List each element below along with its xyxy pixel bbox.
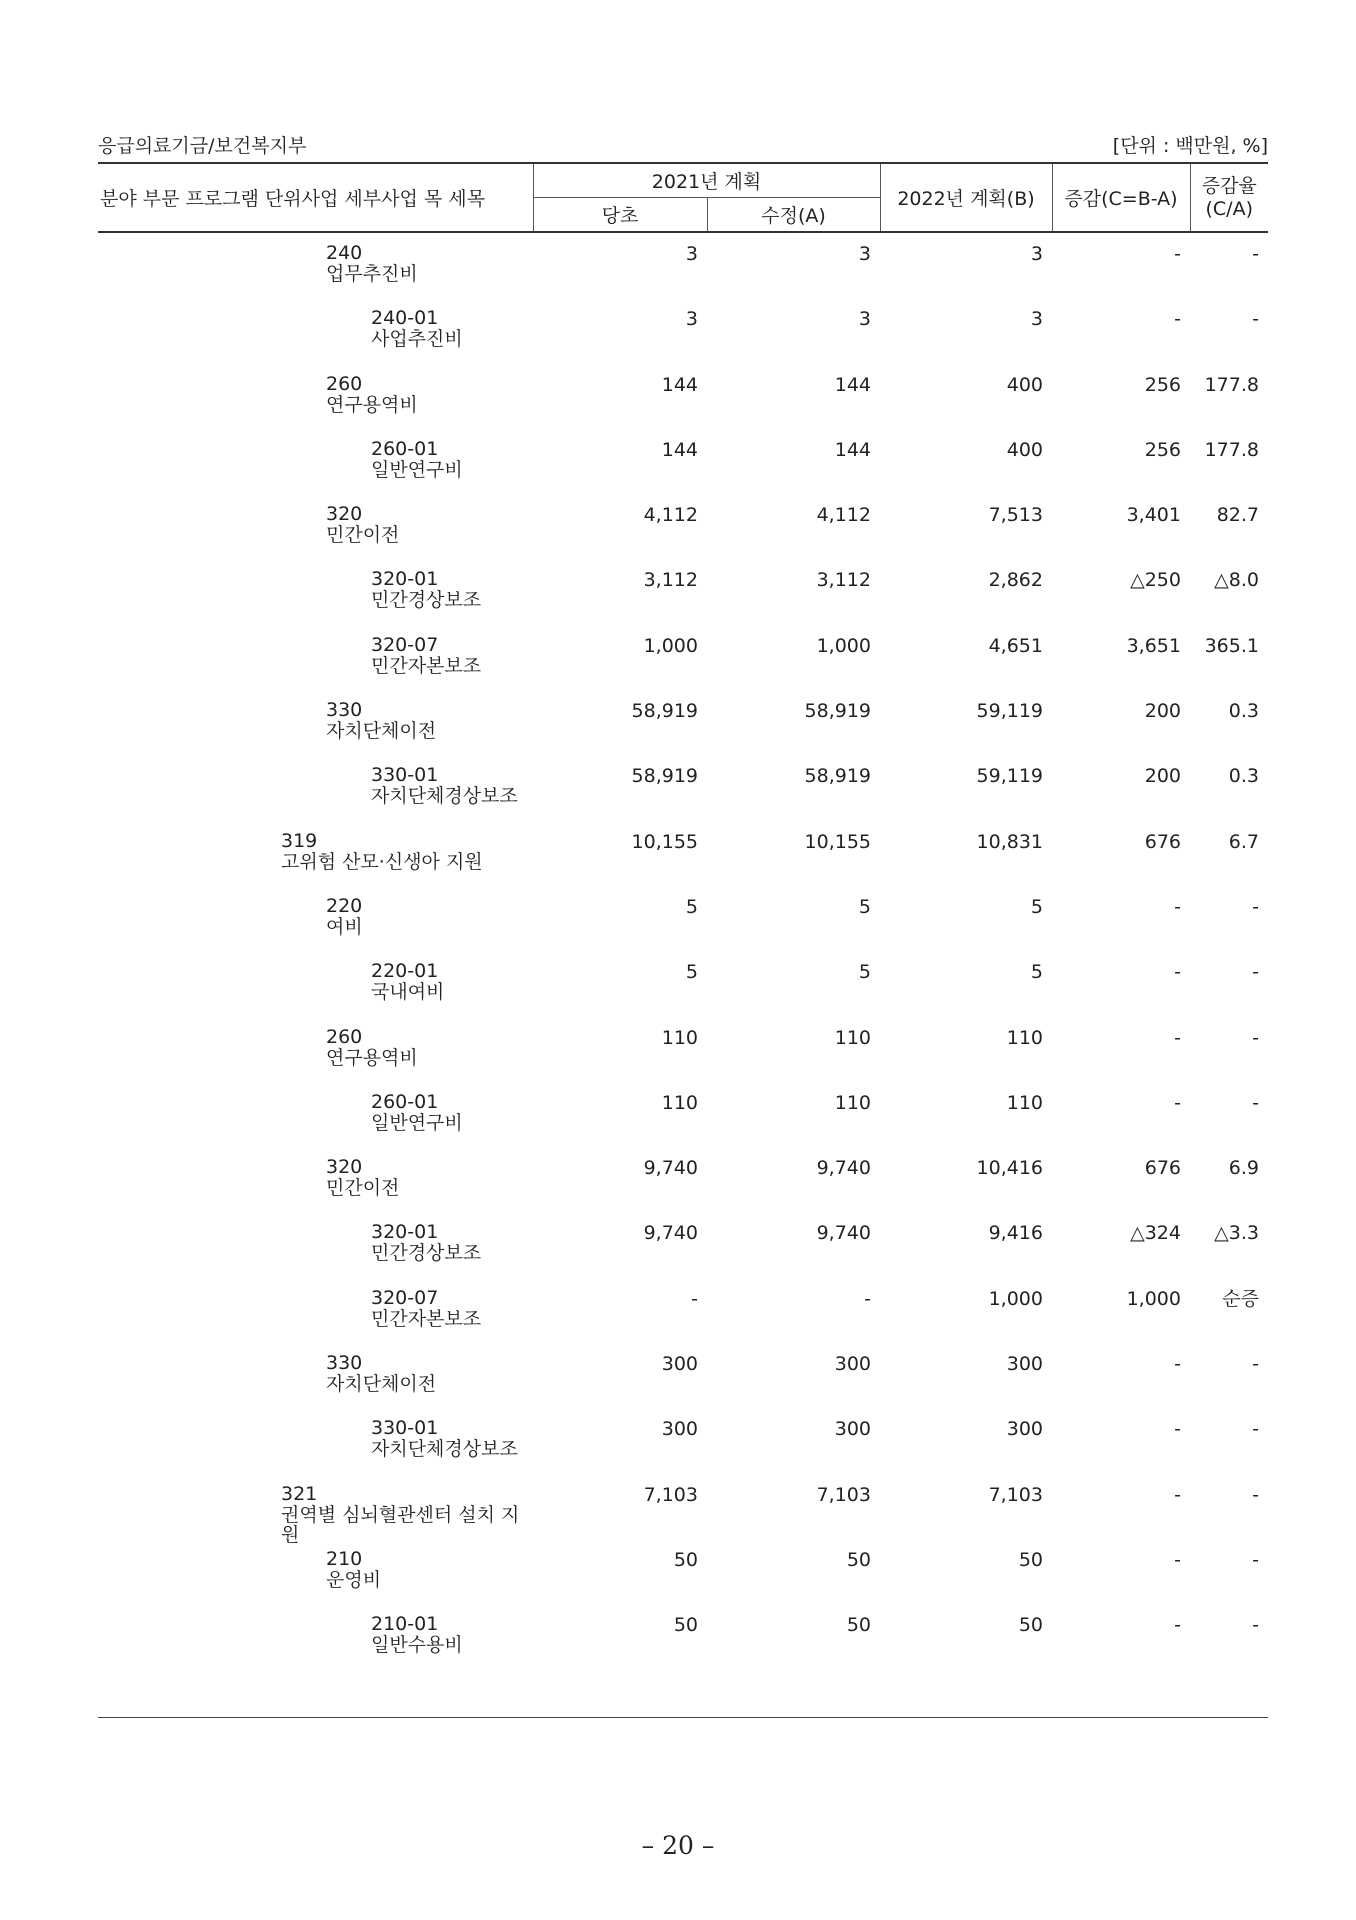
item-code: 319 bbox=[281, 829, 318, 852]
revised-value: 3 bbox=[858, 308, 871, 331]
item-name-cell bbox=[98, 1484, 533, 1549]
table-row bbox=[98, 1288, 1268, 1353]
change-value: 200 bbox=[1144, 765, 1181, 788]
rate-value: △8.0 bbox=[1214, 569, 1259, 592]
initial-value: 4,112 bbox=[643, 504, 698, 527]
item-label: 민간경상보조 bbox=[371, 589, 482, 612]
page-number: – 20 – bbox=[641, 1831, 715, 1860]
initial-value: 50 bbox=[673, 1548, 698, 1571]
revised-value: 110 bbox=[834, 1091, 871, 1114]
table-row bbox=[98, 308, 1268, 373]
table-row bbox=[98, 635, 1268, 700]
item-name-cell bbox=[98, 1027, 533, 1092]
item-code: 330-01 bbox=[371, 764, 439, 787]
change-value: 3,651 bbox=[1126, 634, 1181, 657]
revised-value: 5 bbox=[858, 895, 871, 918]
change-value: - bbox=[1174, 1091, 1181, 1114]
item-name-cell bbox=[98, 439, 533, 504]
change-value: - bbox=[1174, 961, 1181, 984]
item-name-cell bbox=[98, 961, 533, 1026]
item-label: 민간자본보조 bbox=[371, 1307, 482, 1330]
revised-value: 9,740 bbox=[816, 1222, 871, 1245]
initial-value: 3 bbox=[685, 308, 698, 331]
item-code: 321 bbox=[281, 1482, 318, 1505]
change-value: - bbox=[1174, 1353, 1181, 1376]
plan-2022-value: 7,513 bbox=[988, 504, 1043, 527]
revised-value: 300 bbox=[834, 1418, 871, 1441]
rate-value: - bbox=[1252, 1026, 1259, 1049]
item-name-cell bbox=[98, 765, 533, 830]
initial-value: 5 bbox=[685, 895, 698, 918]
rate-value: - bbox=[1252, 961, 1259, 984]
page-header bbox=[98, 131, 1268, 159]
rate-value: - bbox=[1252, 1353, 1259, 1376]
rate-value: - bbox=[1252, 1091, 1259, 1114]
item-code: 320-01 bbox=[371, 1221, 439, 1244]
table-row bbox=[98, 1353, 1268, 1418]
item-label: 운영비 bbox=[326, 1568, 382, 1591]
rate-value: 177.8 bbox=[1204, 373, 1259, 396]
item-code: 330 bbox=[326, 699, 363, 722]
item-label: 일반수용비 bbox=[371, 1634, 463, 1657]
item-name-cell bbox=[98, 374, 533, 439]
initial-value: 58,919 bbox=[631, 765, 698, 788]
item-name-cell bbox=[98, 1418, 533, 1483]
plan-2022-value: 110 bbox=[1006, 1026, 1043, 1049]
table-row bbox=[98, 961, 1268, 1026]
rate-value: - bbox=[1252, 1548, 1259, 1571]
item-label: 일반연구비 bbox=[371, 458, 463, 481]
item-name-cell bbox=[98, 831, 533, 896]
revised-value: 58,919 bbox=[804, 765, 871, 788]
item-label: 연구용역비 bbox=[326, 393, 418, 416]
change-value: - bbox=[1174, 308, 1181, 331]
item-label: 자치단체이전 bbox=[326, 720, 437, 743]
change-value: △250 bbox=[1130, 569, 1181, 592]
plan-2022-value: 10,416 bbox=[976, 1157, 1043, 1180]
revised-value: 9,740 bbox=[816, 1157, 871, 1180]
rate-value: △3.3 bbox=[1214, 1222, 1259, 1245]
item-label: 민간이전 bbox=[326, 1177, 400, 1200]
change-value: - bbox=[1174, 1483, 1181, 1506]
rate-value: - bbox=[1252, 1418, 1259, 1441]
plan-2022-value: 9,416 bbox=[988, 1222, 1043, 1245]
initial-value: 300 bbox=[661, 1353, 698, 1376]
initial-value: - bbox=[691, 1287, 698, 1310]
item-name-cell bbox=[98, 1157, 533, 1222]
table-row bbox=[98, 1027, 1268, 1092]
rate-value: 6.9 bbox=[1228, 1157, 1259, 1180]
item-code: 320-07 bbox=[371, 1286, 439, 1309]
item-label: 민간경상보조 bbox=[371, 1242, 482, 1265]
revised-value: 110 bbox=[834, 1026, 871, 1049]
plan-2022-value: 400 bbox=[1006, 438, 1043, 461]
item-name-cell bbox=[98, 635, 533, 700]
plan-2022-value: 300 bbox=[1006, 1353, 1043, 1376]
item-code: 240 bbox=[326, 242, 363, 264]
item-code: 320-07 bbox=[371, 633, 439, 656]
item-code: 260 bbox=[326, 372, 363, 395]
initial-value: 9,740 bbox=[643, 1222, 698, 1245]
plan-2022-value: 59,119 bbox=[976, 700, 1043, 723]
plan-2022-value: 7,103 bbox=[988, 1483, 1043, 1506]
initial-value: 144 bbox=[661, 438, 698, 461]
table-row bbox=[98, 1092, 1268, 1157]
rate-value: 6.7 bbox=[1228, 830, 1259, 853]
rate-value: 순증 bbox=[1222, 1287, 1259, 1310]
table-row bbox=[98, 1549, 1268, 1614]
plan-2022-value: 4,651 bbox=[988, 634, 1043, 657]
change-value: - bbox=[1174, 895, 1181, 918]
item-label: 고위험 산모·신생아 지원 bbox=[281, 850, 483, 873]
change-value: 676 bbox=[1144, 830, 1181, 853]
change-header: 증감(C=B-A) bbox=[1052, 163, 1190, 232]
item-label: 자치단체경상보조 bbox=[371, 785, 518, 808]
table-row bbox=[98, 232, 1268, 308]
plan-2022-value: 5 bbox=[1030, 895, 1043, 918]
rate-value: 177.8 bbox=[1204, 438, 1259, 461]
initial-value: 7,103 bbox=[643, 1483, 698, 1506]
rate-value: 82.7 bbox=[1216, 504, 1259, 527]
item-code: 240-01 bbox=[371, 307, 439, 330]
revised-value: 1,000 bbox=[816, 634, 871, 657]
item-code: 220 bbox=[326, 894, 363, 917]
table-row bbox=[98, 831, 1268, 896]
initial-value: 110 bbox=[661, 1091, 698, 1114]
change-value: - bbox=[1174, 1418, 1181, 1441]
plan-2022-value: 10,831 bbox=[976, 830, 1043, 853]
table-row bbox=[98, 1484, 1268, 1549]
plan-2022-header: 2022년 계획(B) bbox=[880, 163, 1052, 232]
initial-header: 당초 bbox=[533, 198, 707, 233]
plan-2022-value: 300 bbox=[1006, 1418, 1043, 1441]
item-name-cell bbox=[98, 700, 533, 765]
rate-value: 0.3 bbox=[1228, 765, 1259, 788]
revised-value: 7,103 bbox=[816, 1483, 871, 1506]
initial-value: 1,000 bbox=[643, 634, 698, 657]
initial-value: 10,155 bbox=[631, 830, 698, 853]
rate-value: - bbox=[1252, 1614, 1259, 1637]
table-row bbox=[98, 439, 1268, 504]
initial-value: 9,740 bbox=[643, 1157, 698, 1180]
item-name-cell bbox=[98, 1222, 533, 1287]
plan-2022-value: 110 bbox=[1006, 1091, 1043, 1114]
change-value: △324 bbox=[1130, 1222, 1181, 1245]
item-code: 330 bbox=[326, 1352, 363, 1375]
item-name-cell bbox=[98, 1549, 533, 1614]
item-label: 민간이전 bbox=[326, 524, 400, 547]
rate-header-line2: (C/A) bbox=[1205, 197, 1253, 220]
initial-value: 50 bbox=[673, 1614, 698, 1637]
table-header bbox=[98, 163, 1268, 232]
change-value: - bbox=[1174, 1614, 1181, 1637]
item-label: 사업추진비 bbox=[371, 328, 463, 351]
plan-2022-value: 400 bbox=[1006, 373, 1043, 396]
table-row bbox=[98, 700, 1268, 765]
plan-2022-value: 2,862 bbox=[988, 569, 1043, 592]
table-row bbox=[98, 1418, 1268, 1483]
item-code: 260-01 bbox=[371, 1090, 439, 1113]
rate-value: 365.1 bbox=[1204, 634, 1259, 657]
revised-value: 58,919 bbox=[804, 700, 871, 723]
revised-value: 10,155 bbox=[804, 830, 871, 853]
item-label: 업무추진비 bbox=[326, 263, 418, 285]
item-label: 권역별 심뇌혈관센터 설치 지원 bbox=[281, 1503, 520, 1546]
initial-value: 58,919 bbox=[631, 700, 698, 723]
plan-2022-value: 5 bbox=[1030, 961, 1043, 984]
revised-value: 5 bbox=[858, 961, 871, 984]
revised-value: 50 bbox=[846, 1614, 871, 1637]
change-value: - bbox=[1174, 1026, 1181, 1049]
initial-value: 3 bbox=[685, 243, 698, 265]
plan-2022-value: 50 bbox=[1018, 1614, 1043, 1637]
change-value: 256 bbox=[1144, 438, 1181, 461]
plan-2022-value: 3 bbox=[1030, 243, 1043, 265]
revised-value: 3,112 bbox=[816, 569, 871, 592]
item-code: 220-01 bbox=[371, 960, 439, 983]
plan-2022-value: 59,119 bbox=[976, 765, 1043, 788]
revised-value: 4,112 bbox=[816, 504, 871, 527]
plan-2022-value: 50 bbox=[1018, 1548, 1043, 1571]
item-name-cell bbox=[98, 569, 533, 634]
table-row bbox=[98, 1157, 1268, 1222]
change-value: 3,401 bbox=[1126, 504, 1181, 527]
rate-value: - bbox=[1252, 1483, 1259, 1506]
table-row bbox=[98, 504, 1268, 569]
initial-value: 110 bbox=[661, 1026, 698, 1049]
item-name-cell bbox=[98, 1614, 533, 1679]
rate-value: - bbox=[1252, 243, 1259, 265]
item-code: 260-01 bbox=[371, 437, 439, 460]
initial-value: 144 bbox=[661, 373, 698, 396]
rate-value: - bbox=[1252, 308, 1259, 331]
plan-2022-value: 1,000 bbox=[988, 1287, 1043, 1310]
item-code: 210 bbox=[326, 1547, 363, 1570]
item-name-cell bbox=[98, 1288, 533, 1353]
revised-value: 144 bbox=[834, 438, 871, 461]
item-label: 자치단체경상보조 bbox=[371, 1438, 518, 1461]
initial-value: 5 bbox=[685, 961, 698, 984]
table-row bbox=[98, 896, 1268, 961]
item-name-cell bbox=[98, 896, 533, 961]
item-code: 320 bbox=[326, 503, 363, 526]
table-row bbox=[98, 765, 1268, 830]
rate-value: 0.3 bbox=[1228, 700, 1259, 723]
budget-table bbox=[98, 162, 1268, 1680]
plan-2022-value: 3 bbox=[1030, 308, 1043, 331]
initial-value: 300 bbox=[661, 1418, 698, 1441]
item-name-cell bbox=[98, 1092, 533, 1157]
revised-value: 50 bbox=[846, 1548, 871, 1571]
table-row bbox=[98, 374, 1268, 439]
rate-value: - bbox=[1252, 895, 1259, 918]
table-body bbox=[98, 232, 1268, 1680]
rate-header-line1: 증감율 bbox=[1201, 174, 1257, 197]
item-code: 260 bbox=[326, 1025, 363, 1048]
initial-value: 3,112 bbox=[643, 569, 698, 592]
unit-note: [단위 : 백만원, %] bbox=[1112, 135, 1268, 157]
item-code: 330-01 bbox=[371, 1417, 439, 1440]
item-code: 320-01 bbox=[371, 568, 439, 591]
item-code: 320 bbox=[326, 1156, 363, 1179]
item-label: 민간자본보조 bbox=[371, 654, 482, 677]
item-code: 210-01 bbox=[371, 1613, 439, 1636]
category-header: 분야 부문 프로그램 단위사업 세부사업 목 세목 bbox=[98, 163, 533, 232]
change-value: 200 bbox=[1144, 700, 1181, 723]
revised-value: - bbox=[864, 1287, 871, 1310]
item-label: 여비 bbox=[326, 915, 363, 938]
revised-value: 300 bbox=[834, 1353, 871, 1376]
change-value: 676 bbox=[1144, 1157, 1181, 1180]
item-name-cell bbox=[98, 232, 533, 308]
revised-header: 수정(A) bbox=[707, 198, 880, 233]
item-label: 일반연구비 bbox=[371, 1111, 463, 1134]
item-name-cell bbox=[98, 308, 533, 373]
bottom-rule bbox=[98, 1717, 1268, 1718]
fund-ministry-title: 응급의료기금/보건복지부 bbox=[98, 135, 307, 157]
change-value: - bbox=[1174, 1548, 1181, 1571]
item-name-cell bbox=[98, 504, 533, 569]
change-value: 1,000 bbox=[1126, 1287, 1181, 1310]
change-value: 256 bbox=[1144, 373, 1181, 396]
plan-2021-header: 2021년 계획 bbox=[533, 163, 880, 198]
item-name-cell bbox=[98, 1353, 533, 1418]
table-row bbox=[98, 1614, 1268, 1679]
table-row bbox=[98, 569, 1268, 634]
item-label: 연구용역비 bbox=[326, 1046, 418, 1069]
revised-value: 3 bbox=[858, 243, 871, 265]
rate-header bbox=[1190, 163, 1268, 232]
change-value: - bbox=[1174, 243, 1181, 265]
revised-value: 144 bbox=[834, 373, 871, 396]
table-row bbox=[98, 1222, 1268, 1287]
item-label: 자치단체이전 bbox=[326, 1373, 437, 1396]
item-label: 국내여비 bbox=[371, 981, 445, 1004]
